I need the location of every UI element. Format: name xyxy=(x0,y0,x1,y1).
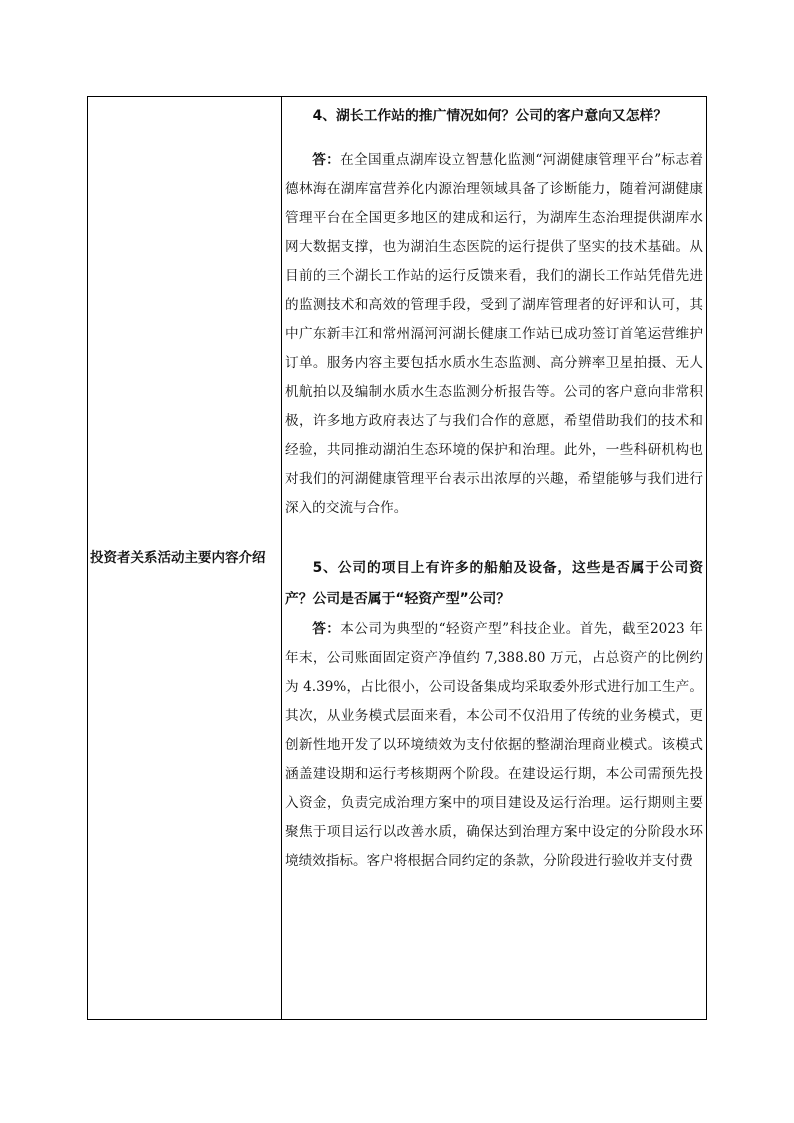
answer-4-lead: 答： xyxy=(312,152,341,168)
answer-4 xyxy=(285,146,703,523)
answer-5 xyxy=(285,615,703,876)
question-5: 5、公司的项目上有许多的船舶及设备，这些是否属于公司资产？公司是否属于“轻资产型”公司？ xyxy=(285,560,703,607)
content-cell xyxy=(282,97,706,1019)
answer-4-text: 在全国重点湖库设立智慧化监测“河湖健康管理平台”标志着德林海在湖库富营养化内源治理领域具备了诊断能力，随着河湖健康管理平台在全国更多地区的建成和运行，为湖库生态治理提供湖库水网大数据支撑，也为湖泊生态医院的运行提供了坚实的技术基础。从目前的三个湖长工作站的运行反馈来看，我们的湖长工作站凭借先进的监测技术和高效的管理手段，受到了湖库管理者的好评和认可，其中广东新丰江和常州滆河河湖长健康工作站已成功签订首笔运营维护订单。服务内容主要包括水质水生态监测、高分辨率卫星拍摄、无人机航拍以及编制水质水生态监测分析报告等。公司的客户意向非常积极，许多地方政府表达了与我们合作的意愿，希望借助我们的技术和经验，共同推动湖泊生态环境的保护和治理。此外，一些科研机构也对我们的河湖健康管理平台表示出浓厚的兴趣，希望能够与我们进行深入的交流与合作。 xyxy=(285,152,704,516)
answer-5-lead: 答： xyxy=(312,621,341,637)
answer-5-text: 本公司为典型的“轻资产型”科技企业。首先，截至2023 年年末，公司账面固定资产净值约 7,388.80 万元，占总资产的比例约为 4.39%，占比很小，公司设备集成均采取委外形式进行加工生产。其次，从业务模式层面来看，本公司不仅沿用了传统的业务模式，更创新性地开发了以环境绩效为支付依据的整湖治理商业模式。该模式涵盖建设期和运行考核期两个阶段。在建设运行期，本公司需预先投入资金，负责完成治理方案中的项目建设及运行治理。运行期则主要聚焦于项目运行以改善水质，确保达到治理方案中设定的分阶段水环境绩效指标。客户将根据合同约定的条款，分阶段进行验收并支付费 xyxy=(285,621,703,869)
label-cell xyxy=(88,97,282,1019)
row-label: 投资者关系活动主要内容介绍 xyxy=(90,550,266,566)
question-4: 4、湖长工作站的推广情况如何？公司的客户意向又怎样？ xyxy=(312,108,668,124)
content-table xyxy=(87,96,707,1020)
